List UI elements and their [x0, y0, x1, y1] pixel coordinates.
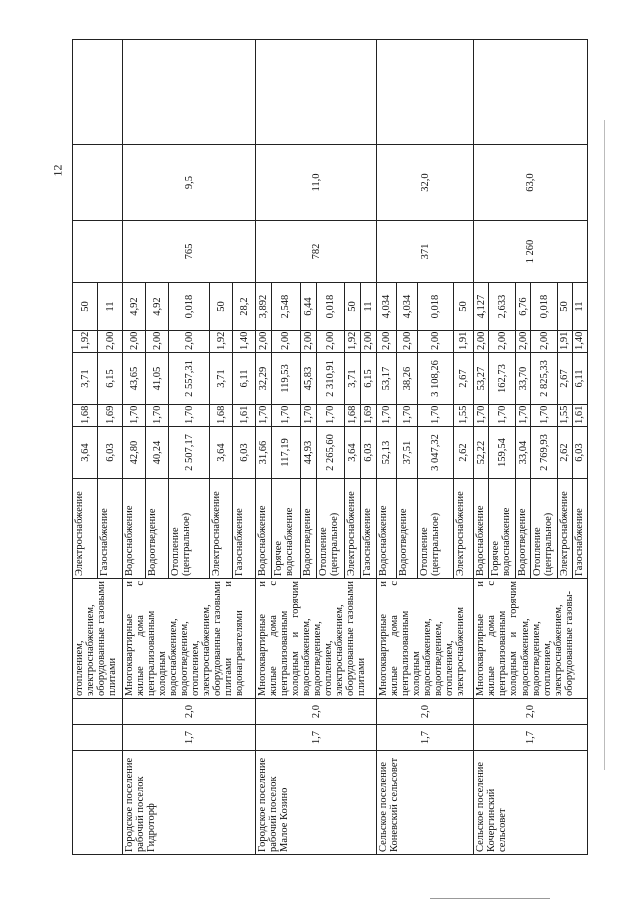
value-cell: 6,11: [233, 353, 256, 405]
value-cell: 42,80: [123, 427, 146, 479]
value-cell: 1,61: [233, 405, 256, 427]
value-cell: 1,91: [557, 331, 572, 353]
value-cell: 2,62: [454, 427, 474, 479]
municipality-cell: Городское поселение рабочий поселок Гидроторф: [123, 751, 256, 855]
value-cell: 119,53: [272, 353, 301, 405]
norm-cell: 4,127: [474, 283, 489, 331]
value-cell: 53,27: [474, 353, 489, 405]
value-cell: 2 507,17: [169, 427, 210, 479]
building-type-cell: Многоквартирные и жилые дома с централизованным холодным и горячим водоснабжением, водоотведением, отоплением, электроснабжением, оборудованные газовыми плитами: [256, 579, 377, 699]
coefficient-cell: 2,0: [256, 699, 377, 725]
value-cell: 1,70: [474, 405, 489, 427]
norm-cell: 50: [557, 283, 572, 331]
coefficient-cell: 2,0: [474, 699, 588, 725]
norm-cell: 50: [210, 283, 233, 331]
service-cell: Горячее водоснабжение: [272, 479, 301, 579]
population-cell: 1 260: [474, 221, 588, 283]
norm-cell: 0,018: [531, 283, 558, 331]
value-cell: 44,93: [300, 427, 316, 479]
norm-cell: 0,018: [417, 283, 453, 331]
tariff-table: [72, 39, 588, 855]
value-cell: 37,51: [397, 427, 417, 479]
value-cell: 2,00: [474, 331, 489, 353]
norm-cell: 6,76: [516, 283, 531, 331]
empty-cell: [256, 40, 377, 145]
norm-cell: 50: [345, 283, 361, 331]
building-type-cell: Многоквартирные и жилые дома с централизованным холодным и горячим водоснабжением, водоотведением, отоплением, электроснабжением, оборудованные газовы-: [474, 579, 588, 699]
norm-cell: 4,034: [377, 283, 397, 331]
value-cell: 2,00: [98, 331, 123, 353]
percent-cell: 32,0: [377, 145, 474, 221]
value-cell: 3,64: [345, 427, 361, 479]
service-cell: Водоотведение: [516, 479, 531, 579]
norm-cell: 50: [73, 283, 98, 331]
value-cell: 1,70: [169, 405, 210, 427]
value-cell: 1,70: [316, 405, 345, 427]
value-cell: 33,04: [516, 427, 531, 479]
table-row: [73, 40, 98, 855]
value-cell: 1,92: [210, 331, 233, 353]
value-cell: 159,54: [489, 427, 516, 479]
population-cell: 782: [256, 221, 377, 283]
value-cell: 2,00: [146, 331, 169, 353]
norm-cell: 50: [454, 283, 474, 331]
value-cell: 1,91: [454, 331, 474, 353]
coefficient-cell: [73, 699, 123, 725]
norm-cell: 0,018: [169, 283, 210, 331]
value-cell: 3 047,32: [417, 427, 453, 479]
population-cell: 765: [123, 221, 256, 283]
value-cell: 3,71: [210, 353, 233, 405]
scan-bottom-line: [430, 898, 550, 899]
coefficient-cell: 1,7: [377, 725, 474, 751]
value-cell: 3,71: [73, 353, 98, 405]
value-cell: 52,13: [377, 427, 397, 479]
service-cell: Газоснабжение: [361, 479, 377, 579]
service-cell: Газоснабжение: [98, 479, 123, 579]
value-cell: 1,40: [572, 331, 587, 353]
norm-cell: 2,548: [272, 283, 301, 331]
value-cell: 6,11: [572, 353, 587, 405]
service-cell: Водоснабжение: [256, 479, 272, 579]
value-cell: 2 825,33: [531, 353, 558, 405]
service-cell: Газоснабжение: [572, 479, 587, 579]
value-cell: 2,00: [169, 331, 210, 353]
service-cell: Отопление (центральное): [417, 479, 453, 579]
building-type-cell: Многоквартирные и жилые дома с централизованным холодным водоснабжением, водоотведением, отоплением, электроснабжением, оборудованные газовыми плитами и водонагревателями: [123, 579, 256, 699]
norm-cell: 11: [98, 283, 123, 331]
value-cell: 2,00: [256, 331, 272, 353]
value-cell: 41,05: [146, 353, 169, 405]
coefficient-cell: 2,0: [123, 699, 256, 725]
service-cell: Электроснабжение: [557, 479, 572, 579]
value-cell: 6,03: [361, 427, 377, 479]
empty-cell: [474, 40, 588, 145]
municipality-cell: Сельское поселение Коневский сельсовет: [377, 751, 474, 855]
value-cell: 1,70: [417, 405, 453, 427]
municipality-cell: Сельское поселение Кочергинский сельсовет: [474, 751, 588, 855]
value-cell: 53,17: [377, 353, 397, 405]
value-cell: 1,69: [361, 405, 377, 427]
norm-cell: 11: [361, 283, 377, 331]
empty-cell: [73, 40, 123, 145]
norm-cell: 4,034: [397, 283, 417, 331]
service-cell: Электроснабжение: [345, 479, 361, 579]
service-cell: Электроснабжение: [454, 479, 474, 579]
percent-cell: 11,0: [256, 145, 377, 221]
service-cell: Водоснабжение: [123, 479, 146, 579]
value-cell: 31,66: [256, 427, 272, 479]
value-cell: 162,73: [489, 353, 516, 405]
municipality-cell: Городское поселение рабочий поселок Малое Козино: [256, 751, 377, 855]
value-cell: 2,00: [377, 331, 397, 353]
value-cell: 2,62: [557, 427, 572, 479]
service-cell: Водоотведение: [397, 479, 417, 579]
table-body: [73, 40, 588, 855]
coefficient-cell: 1,7: [256, 725, 377, 751]
building-type-cell: Многоквартирные и жилые дома с централизованным холодным водоснабжением, водоотведением, отоплением, электроснабжением: [377, 579, 474, 699]
service-cell: Электроснабжение: [73, 479, 98, 579]
value-cell: 3,71: [345, 353, 361, 405]
value-cell: 117,19: [272, 427, 301, 479]
page-number: 12: [50, 164, 65, 177]
value-cell: 1,55: [454, 405, 474, 427]
tariff-table-rotated: [72, 40, 588, 855]
building-type-cell: отоплением, электроснабжением, оборудованные газовыми плитами: [73, 579, 123, 699]
percent-cell: 9,5: [123, 145, 256, 221]
value-cell: 45,83: [300, 353, 316, 405]
coefficient-cell: [73, 725, 123, 751]
population-cell: [73, 221, 123, 283]
percent-cell: 63,0: [474, 145, 588, 221]
value-cell: 1,70: [397, 405, 417, 427]
service-cell: Водоснабжение: [377, 479, 397, 579]
value-cell: 2,67: [557, 353, 572, 405]
value-cell: 3,64: [73, 427, 98, 479]
value-cell: 1,70: [256, 405, 272, 427]
value-cell: 2 769,93: [531, 427, 558, 479]
value-cell: 3,64: [210, 427, 233, 479]
service-cell: Горячее водоснабжение: [489, 479, 516, 579]
norm-cell: 6,44: [300, 283, 316, 331]
value-cell: 1,70: [300, 405, 316, 427]
value-cell: 1,70: [377, 405, 397, 427]
value-cell: 1,70: [489, 405, 516, 427]
service-cell: Отопление (центральное): [531, 479, 558, 579]
value-cell: 1,92: [73, 331, 98, 353]
value-cell: 1,70: [531, 405, 558, 427]
value-cell: 3 108,26: [417, 353, 453, 405]
service-cell: Отопление (центральное): [316, 479, 345, 579]
norm-cell: 28,2: [233, 283, 256, 331]
value-cell: 2,00: [489, 331, 516, 353]
coefficient-cell: 2,0: [377, 699, 474, 725]
value-cell: 32,29: [256, 353, 272, 405]
value-cell: 6,03: [233, 427, 256, 479]
value-cell: 43,65: [123, 353, 146, 405]
value-cell: 6,15: [98, 353, 123, 405]
value-cell: 1,70: [516, 405, 531, 427]
service-cell: Отопление (центральное): [169, 479, 210, 579]
table-row: [474, 40, 489, 855]
coefficient-cell: 1,7: [474, 725, 588, 751]
value-cell: 2 557,31: [169, 353, 210, 405]
value-cell: 1,61: [572, 405, 587, 427]
value-cell: 1,70: [146, 405, 169, 427]
value-cell: 2 265,60: [316, 427, 345, 479]
population-cell: 371: [377, 221, 474, 283]
value-cell: 1,40: [233, 331, 256, 353]
value-cell: 1,92: [345, 331, 361, 353]
service-cell: Водоотведение: [146, 479, 169, 579]
table-row: [123, 40, 146, 855]
value-cell: 1,69: [98, 405, 123, 427]
norm-cell: 0,018: [316, 283, 345, 331]
norm-cell: 3,892: [256, 283, 272, 331]
scan-edge-line: [604, 120, 605, 770]
value-cell: 1,70: [272, 405, 301, 427]
value-cell: 33,70: [516, 353, 531, 405]
value-cell: 1,55: [557, 405, 572, 427]
norm-cell: 4,92: [146, 283, 169, 331]
service-cell: Электроснабжение: [210, 479, 233, 579]
empty-cell: [123, 40, 256, 145]
value-cell: 2,00: [516, 331, 531, 353]
value-cell: 2 310,91: [316, 353, 345, 405]
municipality-cell: [73, 751, 123, 855]
service-cell: Водоотведение: [300, 479, 316, 579]
value-cell: 2,00: [300, 331, 316, 353]
norm-cell: 2,633: [489, 283, 516, 331]
norm-cell: 11: [572, 283, 587, 331]
percent-cell: [73, 145, 123, 221]
value-cell: 2,00: [123, 331, 146, 353]
value-cell: 38,26: [397, 353, 417, 405]
value-cell: 6,03: [98, 427, 123, 479]
value-cell: 2,00: [531, 331, 558, 353]
table-row: [377, 40, 397, 855]
table-row: [256, 40, 272, 855]
value-cell: 2,00: [417, 331, 453, 353]
value-cell: 1,68: [345, 405, 361, 427]
empty-cell: [377, 40, 474, 145]
value-cell: 6,03: [572, 427, 587, 479]
service-cell: Водоснабжение: [474, 479, 489, 579]
service-cell: Газоснабжение: [233, 479, 256, 579]
value-cell: 1,68: [73, 405, 98, 427]
norm-cell: 4,92: [123, 283, 146, 331]
coefficient-cell: 1,7: [123, 725, 256, 751]
value-cell: 6,15: [361, 353, 377, 405]
value-cell: 1,68: [210, 405, 233, 427]
value-cell: 2,00: [316, 331, 345, 353]
value-cell: 2,00: [272, 331, 301, 353]
value-cell: 40,24: [146, 427, 169, 479]
value-cell: 2,67: [454, 353, 474, 405]
value-cell: 52,22: [474, 427, 489, 479]
value-cell: 2,00: [361, 331, 377, 353]
value-cell: 1,70: [123, 405, 146, 427]
value-cell: 2,00: [397, 331, 417, 353]
